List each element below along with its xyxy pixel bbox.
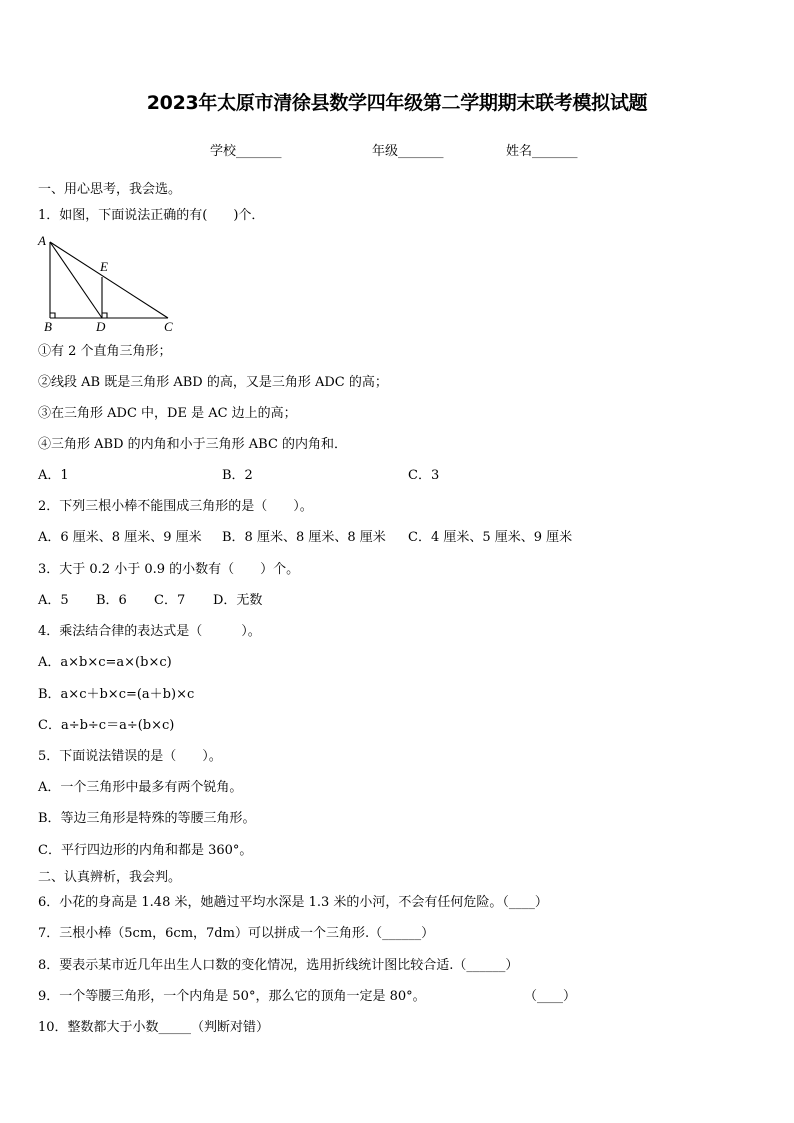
segment-ad [50,242,102,318]
question-4-option-a: A．a×b×c=a×(b×c) [38,655,172,670]
question-3-option-a: A．5 [38,593,69,608]
section-1-heading: 一、用心思考，我会选。 [38,182,182,197]
right-angle-d [102,313,107,318]
question-2-option-b: B．8 厘米、8 厘米、8 厘米 [222,530,386,545]
question-5-stem: 5．下面说法错误的是（ ）。 [38,749,222,764]
question-5-option-a: A．一个三角形中最多有两个锐角。 [38,780,243,795]
label-d: D [96,319,106,334]
question-2-option-c: C．4 厘米、5 厘米、9 厘米 [408,530,573,545]
question-1-statement-3: ③在三角形 ADC 中，DE 是 AC 边上的高； [38,406,297,421]
question-2-stem: 2．下列三根小棒不能围成三角形的是（ ）。 [38,499,313,514]
question-3-option-b: B．6 [96,593,127,608]
question-1-statement-2: ②线段 AB 既是三角形 ABD 的高，又是三角形 ADC 的高； [38,375,388,390]
label-e: E [100,259,108,274]
question-3-option-d: D．无数 [213,593,263,608]
question-3-stem: 3．大于 0.2 小于 0.9 的小数有（ ）个。 [38,562,300,577]
triangle-figure [36,232,182,336]
name-field: 姓名_______ [506,144,578,159]
question-9-answer-blank: （____） [524,989,577,1004]
label-b: B [44,319,52,334]
question-1-statement-4: ④三角形 ABD 的内角和小于三角形 ABC 的内角和． [38,437,348,452]
question-1-option-c: C．3 [408,468,440,483]
segment-ac [50,242,168,318]
question-4-option-b: B．a×c＋b×c=(a＋b)×c [38,687,195,702]
question-4-option-c: C．a÷b÷c＝a÷(b×c) [38,718,175,733]
question-4-stem: 4．乘法结合律的表达式是（ ）。 [38,624,261,639]
question-10: 10．整数都大于小数_____（判断对错） [38,1020,270,1035]
question-5-option-b: B．等边三角形是特殊的等腰三角形。 [38,811,256,826]
question-3-option-c: C．7 [154,593,186,608]
question-5-option-c: C．平行四边形的内角和都是 360°。 [38,843,253,858]
question-6: 6．小花的身高是 1.48 米，她趟过平均水深是 1.3 米的小河，不会有任何危险。（____） [38,895,548,910]
section-2-heading: 二、认真辨析，我会判。 [38,870,182,885]
page-title: 2023年太原市清徐县数学四年级第二学期期末联考模拟试题 [146,92,648,114]
grade-field: 年级_______ [372,144,444,159]
right-angle-b [50,313,55,318]
question-2-option-a: A．6 厘米、8 厘米、9 厘米 [38,530,202,545]
question-1-option-a: A．1 [38,468,69,483]
question-1-statement-1: ①有 2 个直角三角形； [38,344,172,359]
question-7: 7．三根小棒（5cm，6cm，7dm）可以拼成一个三角形.（______） [38,926,435,941]
question-8: 8．要表示某市近几年出生人口数的变化情况，选用折线统计图比较合适.（______） [38,958,519,973]
question-9: 9．一个等腰三角形，一个内角是 50°，那么它的顶角一定是 80°。 [38,989,426,1004]
label-a: A [38,233,46,248]
school-field: 学校_______ [210,144,282,159]
label-c: C [164,319,173,334]
question-1-stem: 1．如图，下面说法正确的有( )个． [38,208,265,223]
question-1-option-b: B．2 [222,468,253,483]
